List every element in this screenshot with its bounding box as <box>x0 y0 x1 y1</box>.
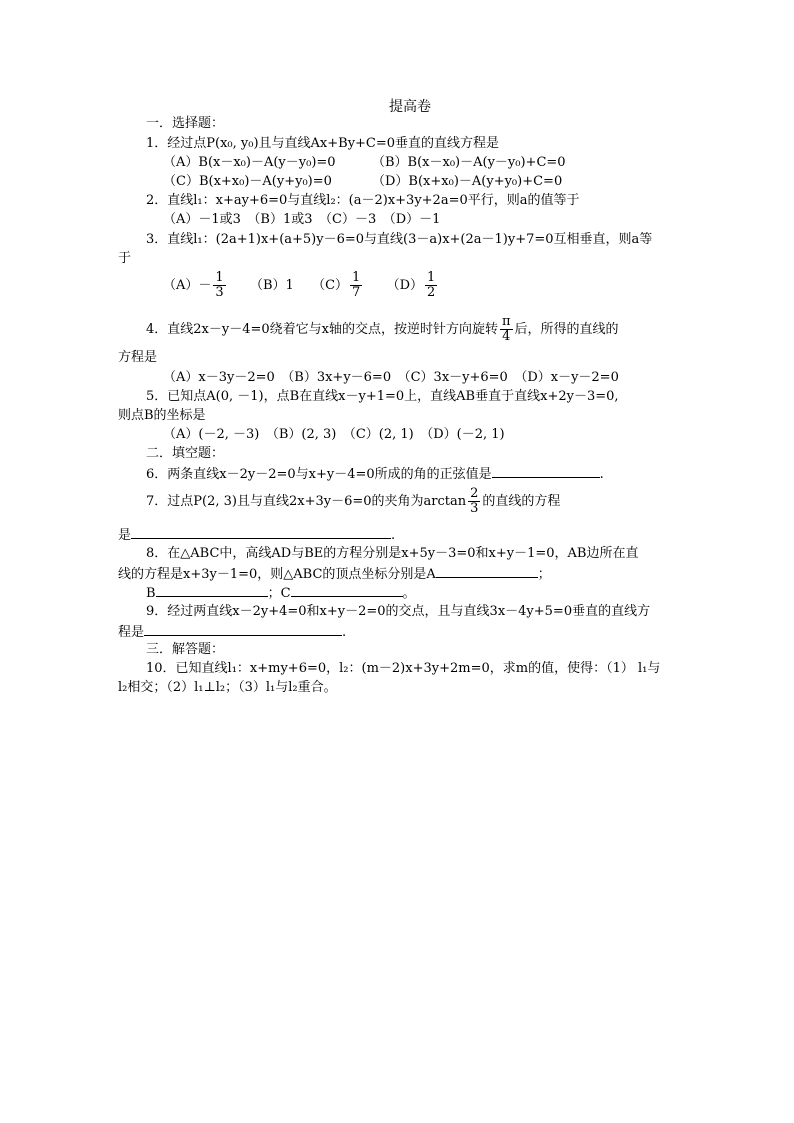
q3-option-d-den: 2 <box>427 285 436 300</box>
q3-option-b: （B）1 <box>249 278 294 293</box>
q3-option-c-label: （C） <box>312 278 349 293</box>
q3-option-c-fraction <box>350 271 362 300</box>
q8-semi: ； <box>537 567 551 582</box>
q4-stem-a: 4．直线2x－y－4=0绕着它与x轴的交点，按逆时针方向旋转 <box>146 322 498 337</box>
q7-end: . <box>391 528 396 543</box>
q6-answer-blank[interactable] <box>492 465 600 478</box>
q5-options: （A）(－2, －3) （B）(2, 3) （C）(2, 1) （D）(－2, 1) <box>163 427 505 442</box>
q1-stem: 1．经过点P(x₀, y₀)且与直线Ax+By+C=0垂直的直线方程是 <box>146 136 500 151</box>
q3-option-a-label: （A）－ <box>163 278 212 293</box>
q4-frac-den: 4 <box>502 329 511 344</box>
q2-stem: 2．直线l₁：x+ay+6=0与直线l₂：(a－2)x+3y+2a=0平行，则a的值等于 <box>146 193 580 208</box>
q4-frac-num: π <box>501 314 511 329</box>
section-answer-heading: 三．解答题： <box>146 642 225 657</box>
q3-option-a-num: 1 <box>215 270 224 285</box>
q4-stem-cont: 方程是 <box>118 350 158 365</box>
q7-stem-a: 7．过点P(2, 3)且与直线2x+3y－6=0的夹角为arctan <box>146 494 467 509</box>
q8-b-label: B <box>146 586 156 601</box>
q10-stem-cont: l₂相交；（2）l₁⊥l₂；（3）l₁与l₂重合。 <box>118 680 337 695</box>
q7-frac-den: 3 <box>470 501 479 516</box>
q1-option-d: （D）B(x+x₀)－A(y+y₀)+C=0 <box>372 174 563 189</box>
section-fill-heading: 二．填空题： <box>146 446 225 461</box>
q9-stem: 9．经过两直线x－2y+4=0和x+y－2=0的交点，且与直线3x－4y+5=0垂直的直线方 <box>146 604 651 619</box>
section-choice-heading: 一．选择题： <box>146 116 225 131</box>
q1-option-b: （B）B(x－x₀)－A(y－y₀)+C=0 <box>372 155 566 170</box>
q8-c-label: ；C <box>267 586 291 601</box>
q7-stem-cont <box>118 526 395 544</box>
q3-option-a-den: 3 <box>215 285 224 300</box>
page-title: 提高卷 <box>389 99 431 115</box>
q5-stem: 5．已知点A(0, －1)，点B在直线x－y+1=0上，直线AB垂直于直线x+2y－3=0, <box>146 389 619 404</box>
q9-stem-cont <box>118 623 346 641</box>
q8-answer-b-blank[interactable] <box>156 584 268 597</box>
q8-answer-a-blank[interactable] <box>436 565 538 578</box>
q5-stem-cont: 则点B的坐标是 <box>118 408 206 423</box>
q1-option-a: （A）B(x－x₀)－A(y－y₀)=0 <box>163 155 336 170</box>
q4-stem <box>146 314 619 346</box>
q9-end: . <box>342 625 347 640</box>
q3-stem: 3．直线l₁：(2a+1)x+(a+5)y－6=0与直线(3－a)x+(2a－1)y+7=0互相垂直，则a等 <box>146 232 653 247</box>
q7-frac-num: 2 <box>470 486 479 501</box>
q3-option-d-num: 1 <box>427 270 436 285</box>
q3-option-d-label: （D） <box>386 278 424 293</box>
q8-row-bc <box>146 584 416 602</box>
q3-option-c-num: 1 <box>352 270 361 285</box>
q6-text: 6．两条直线x－2y－2=0与x+y－4=0所成的角的正弦值是 <box>146 467 492 482</box>
q4-fraction <box>500 315 513 344</box>
q6-end: . <box>599 467 604 482</box>
q1-option-c: （C）B(x+x₀)－A(y+y₀)=0 <box>163 174 332 189</box>
q8-stem: 8．在△ABC中，高线AD与BE的方程分别是x+5y－3=0和x+y－1=0，AB边所在直 <box>146 546 639 561</box>
q7-stem <box>146 484 560 520</box>
q3-options <box>163 268 439 304</box>
q8-text: 线的方程是x+3y－1=0，则△ABC的顶点坐标分别是A <box>118 567 436 582</box>
q7-label: 是 <box>118 528 132 543</box>
q2-options: （A）－1或3 （B）1或3 （C）－3 （D）－1 <box>163 212 441 227</box>
q3-option-a-fraction <box>213 271 225 300</box>
q8-stem-cont <box>118 565 551 583</box>
q6-stem <box>146 465 604 483</box>
q10-stem: 10．已知直线l₁：x+my+6=0，l₂：(m－2)x+3y+2m=0，求m的值，使得：（1） l₁与 <box>146 661 661 676</box>
q3-option-c-den: 7 <box>352 285 361 300</box>
q8-answer-c-blank[interactable] <box>291 584 403 597</box>
q8-end: 。 <box>402 586 416 601</box>
q4-options: （A）x－3y－2=0 （B）3x+y－6=0 （C）3x－y+6=0 （D）x－y－2=0 <box>163 370 619 385</box>
q7-stem-b: 的直线的方程 <box>482 494 561 509</box>
q3-option-d-fraction <box>425 271 437 300</box>
q7-answer-blank[interactable] <box>131 526 391 539</box>
q3-stem-cont: 于 <box>118 251 132 266</box>
q4-stem-b: 后，所得的直线的 <box>514 322 619 337</box>
q9-answer-blank[interactable] <box>144 623 342 636</box>
q9-label: 程是 <box>118 625 145 640</box>
q7-fraction <box>468 487 480 516</box>
